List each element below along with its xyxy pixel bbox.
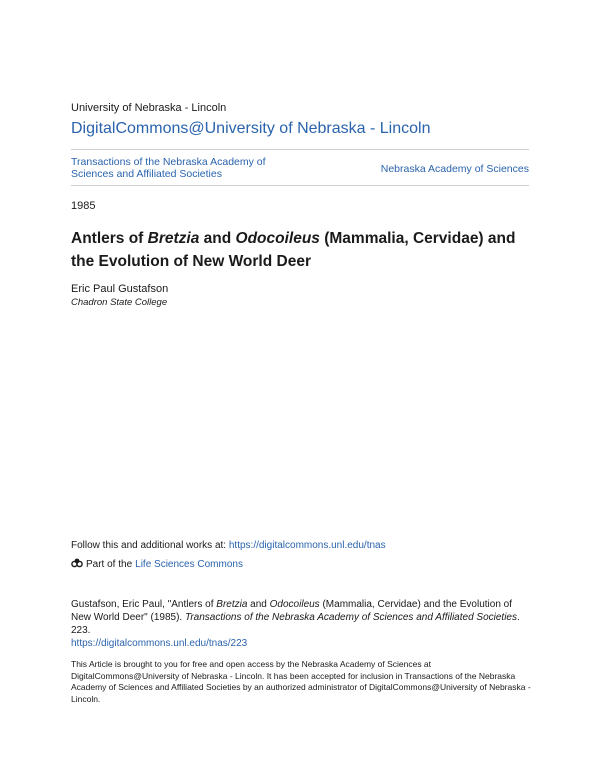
citation-journal: Transactions of the Nebraska Academy of Sciences and Affiliated Societies [184,612,517,623]
follow-line [71,540,386,551]
follow-prefix: Follow this and additional works at: [71,540,229,551]
top-divider [71,149,529,150]
publication-year: 1985 [71,200,96,212]
series-link-academy[interactable]: Nebraska Academy of Sciences [380,163,529,175]
follow-link[interactable]: https://digitalcommons.unl.edu/tnas [228,540,386,551]
title-genus-odocoileus: Odocoileus [235,230,320,247]
citation-text: Gustafson, Eric Paul, "Antlers of [71,599,217,610]
bottom-divider [71,185,529,186]
citation-text: (Mammalia, Cervidae) and the Evolution of New World Deer" (1985). [71,599,512,623]
citation-url-link[interactable]: https://digitalcommons.unl.edu/tnas/223 [71,638,248,649]
citation-genus-odocoileus: Odocoileus [269,599,320,610]
part-of-line [71,558,243,570]
title-text: (Mammalia, Cervidae) and the Evolution of New World Deer [71,230,516,270]
access-notice: This Article is brought to you for free and open access by the Nebraska Academy of Sciences at DigitalCommons@University of Nebraska - Lincoln. It has been accepted for inclusion in Transactions of the Nebraska Academy of Sciences and Affiliated Societies by an authorized administrator of DigitalCommons@University of Nebraska - Lincoln. [71,659,531,704]
institution-name: University of Nebraska - Lincoln [71,102,227,114]
article-title [71,227,531,273]
repository-link[interactable]: DigitalCommons@University of Nebraska - Lincoln [71,120,431,137]
series-link-journal[interactable]: Transactions of the Nebraska Academy of Sciences and Affiliated Societies [71,156,266,180]
author-name[interactable]: Eric Paul Gustafson [71,283,169,295]
title-text: and [199,230,236,247]
title-genus-bretzia: Bretzia [147,230,200,247]
commons-icon [71,558,83,570]
title-text: Antlers of [71,230,148,247]
life-sciences-commons-link[interactable]: Life Sciences Commons [135,558,243,570]
recommended-citation [71,598,531,650]
citation-text: . 223. [71,612,520,636]
citation-text: and [247,599,270,610]
citation-genus-bretzia: Bretzia [216,599,248,610]
partof-prefix: Part of the [86,558,133,570]
author-affiliation: Chadron State College [71,297,168,308]
